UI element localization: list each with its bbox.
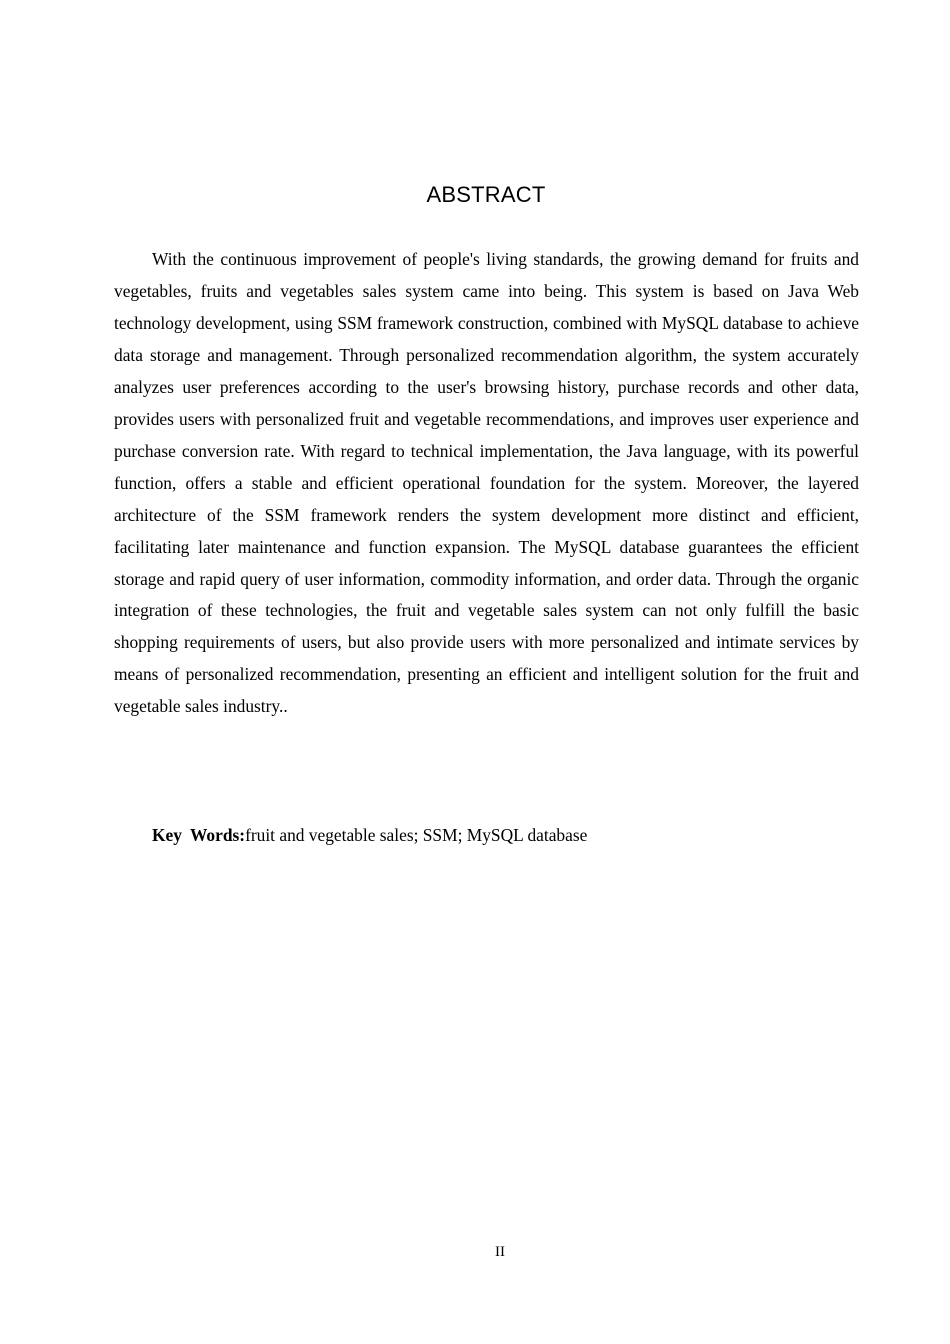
abstract-title: ABSTRACT xyxy=(426,182,546,207)
keywords-line xyxy=(152,820,859,850)
keywords-label: Key Words: xyxy=(152,825,246,845)
abstract-body: With the continuous improvement of people's living standards, the growing demand for fruits and vegetables, fruits and vegetables sales system came into being. This system is based on Java Web technology development, using SSM framework construction, combined with MySQL database to achieve data storage and management. Through personalized recommendation algorithm, the system accurately analyzes user preferences according to the user's browsing history, purchase records and other data, provides users with personalized fruit and vegetable recommendations, and improves user experience and purchase conversion rate. With regard to technical implementation, the Java language, with its powerful function, offers a stable and efficient operational foundation for the system. Moreover, the layered architecture of the SSM framework renders the system development more distinct and efficient, facilitating later maintenance and function expansion. The MySQL database guarantees the efficient storage and rapid query of user information, commodity information, and order data. Through the organic integration of these technologies, the fruit and vegetable sales system can not only fulfill the basic shopping requirements of users, but also provide users with more personalized and intimate services by means of personalized recommendation, presenting an efficient and intelligent solution for the fruit and vegetable sales industry.. xyxy=(114,249,859,717)
page-number: II xyxy=(495,1244,505,1260)
keywords-value: fruit and vegetable sales; SSM; MySQL database xyxy=(245,825,588,845)
